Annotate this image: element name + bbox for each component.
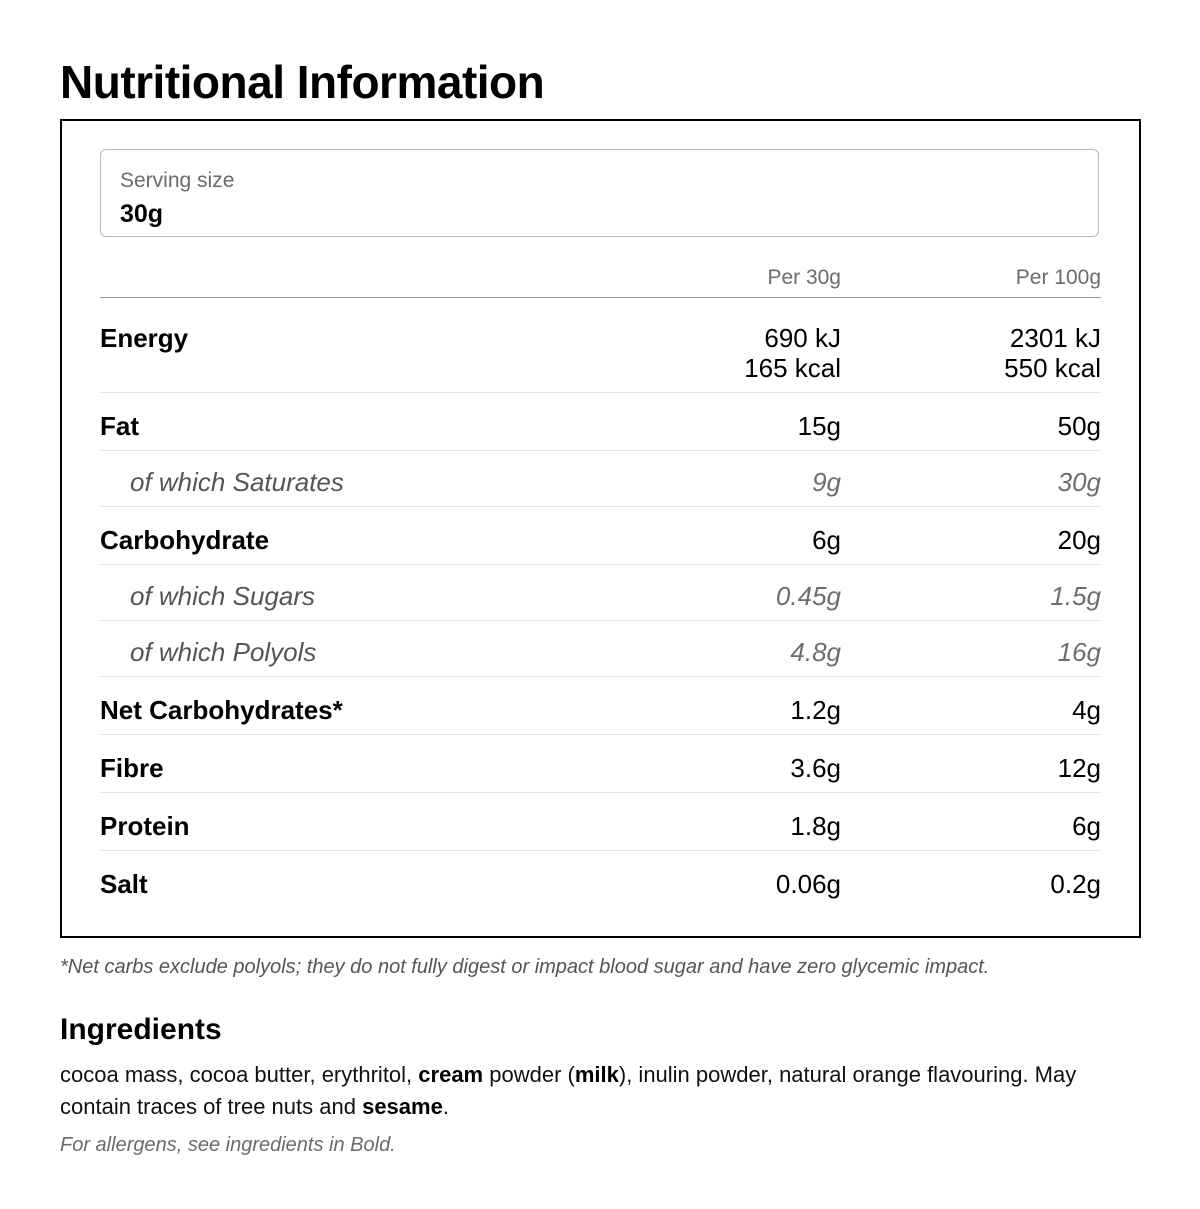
nutrient-row-fat [100,393,1101,451]
nutrient-row-fibre [100,735,1101,793]
ingredient-text: cocoa mass, cocoa butter, erythritol, [60,1062,419,1087]
value-per-serving: 9g [812,467,841,497]
nutrient-name: Protein [100,811,190,841]
nutrient-name: Fat [100,411,139,441]
allergen-ingredient: milk [574,1062,619,1087]
column-header-per-100g: Per 100g [1015,266,1101,289]
nutrient-name: of which Saturates [130,467,344,497]
serving-size-label: Serving size [120,169,235,192]
value-per-100g: 30g [1057,467,1101,497]
value-per-100g: 1.5g [1050,581,1101,611]
ingredients-text [60,1059,1120,1123]
nutrition-table-panel [60,119,1141,938]
allergen-note: For allergens, see ingredients in Bold. [60,1134,396,1156]
value-per-serving: 1.2g [790,695,841,725]
serving-size-value: 30g [120,200,164,228]
column-header-per-serving: Per 30g [767,266,841,289]
nutrient-row-energy [100,310,1101,393]
ingredients-heading: Ingredients [60,1013,222,1046]
value-per-serving: 0.45g [775,581,841,611]
nutrient-name: Carbohydrate [100,525,270,555]
nutrient-row-sugars [100,565,1101,621]
nutrient-row-net-carbohydrates [100,677,1101,735]
value-per-100g: 12g [1057,753,1101,783]
value-per-100g: 6g [1072,811,1101,841]
nutrient-name: Fibre [100,753,164,783]
energy-kj-per-serving: 690 kJ [764,323,841,353]
value-per-100g: 4g [1072,695,1101,725]
serving-size-box [100,149,1099,237]
ingredient-text: ), inulin powder, natural orange flavouring. May contain traces of tree nuts and [60,1062,1077,1119]
page-title: Nutritional Information [60,56,545,108]
nutrient-row-protein [100,793,1101,851]
nutrient-name: Energy [100,323,189,353]
nutrient-name: Net Carbohydrates* [100,695,343,725]
header-divider [100,297,1101,298]
ingredient-text: powder ( [483,1062,575,1087]
allergen-ingredient: cream [418,1062,484,1087]
nutrient-name: Salt [100,869,148,899]
allergen-ingredient: sesame [362,1094,443,1119]
energy-kcal-per-serving: 165 kcal [744,353,841,383]
value-per-serving: 1.8g [790,811,841,841]
value-per-100g: 16g [1057,637,1101,667]
value-per-100g: 50g [1057,411,1101,441]
value-per-serving: 15g [797,411,841,441]
value-per-serving: 3.6g [790,753,841,783]
nutrient-row-carbohydrate [100,507,1101,565]
energy-kcal-per-100g: 550 kcal [1004,353,1101,383]
value-per-100g: 20g [1057,525,1101,555]
ingredient-text: . [442,1094,449,1119]
value-per-serving: 0.06g [775,869,841,899]
value-per-serving: 4.8g [790,637,841,667]
value-per-100g: 0.2g [1050,869,1101,899]
nutrient-row-salt [100,851,1101,909]
nutrient-name: of which Polyols [130,637,317,667]
value-per-serving: 6g [812,525,841,555]
nutrient-row-saturates [100,451,1101,507]
energy-kj-per-100g: 2301 kJ [1009,323,1101,353]
nutrient-name: of which Sugars [130,581,315,611]
nutrient-row-polyols [100,621,1101,677]
net-carbs-footnote: *Net carbs exclude polyols; they do not fully digest or impact blood sugar and have zero glycemic impact. [60,956,990,978]
